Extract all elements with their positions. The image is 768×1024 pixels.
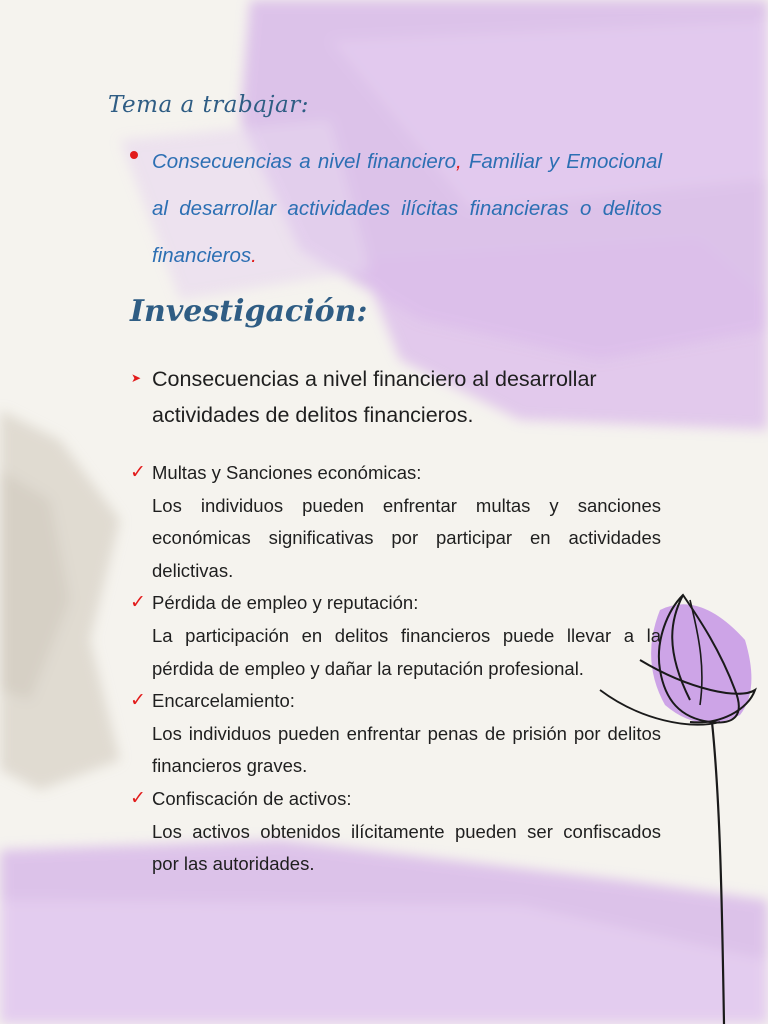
list-item bbox=[130, 587, 661, 685]
item-description: La participación en delitos financieros puede llevar a la pérdida de empleo y dañar la reputación profesional. bbox=[152, 624, 661, 679]
checkmark-icon: ✓ bbox=[130, 690, 146, 712]
consequence-list bbox=[130, 457, 661, 881]
topic-heading: Tema a trabajar: bbox=[108, 92, 309, 118]
topic-period: . bbox=[251, 244, 257, 267]
topic-text-part2: Familiar y Emocional al desarrollar actividades ilícitas financieras o delitos financieros bbox=[152, 150, 662, 267]
item-title: ✓ Encarcelamiento: bbox=[152, 685, 661, 718]
list-item bbox=[130, 457, 661, 587]
arrowhead-icon: ➤ bbox=[131, 371, 142, 385]
topic-text-part1: Consecuencias a nivel financiero bbox=[152, 150, 457, 173]
red-dot-icon bbox=[130, 151, 138, 159]
section-title: Consecuencias a nivel financiero al desarrollar actividades de delitos financieros. bbox=[152, 367, 597, 427]
checkmark-icon: ✓ bbox=[130, 592, 146, 614]
checkmark-icon: ✓ bbox=[130, 462, 146, 483]
investigation-heading: Investigación: bbox=[130, 294, 368, 329]
item-description: Los individuos pueden enfrentar multas y sanciones económicas significativas por participar en actividades delictivas. bbox=[152, 494, 661, 581]
list-item bbox=[130, 783, 661, 881]
item-description: Los individuos pueden enfrentar penas de prisión por delitos financieros graves. bbox=[152, 722, 661, 777]
item-title: ✓ Multas y Sanciones económicas: bbox=[152, 457, 661, 490]
item-title: ✓ Pérdida de empleo y reputación: bbox=[152, 587, 661, 620]
topic-comma: , bbox=[456, 150, 462, 173]
checkmark-icon: ✓ bbox=[130, 787, 146, 809]
item-title: ✓ Confiscación de activos: bbox=[152, 783, 661, 816]
list-item bbox=[130, 685, 661, 783]
topic-text bbox=[152, 138, 662, 279]
item-description: Los activos obtenidos ilícitamente pueden ser confiscados por las autoridades. bbox=[152, 820, 661, 875]
